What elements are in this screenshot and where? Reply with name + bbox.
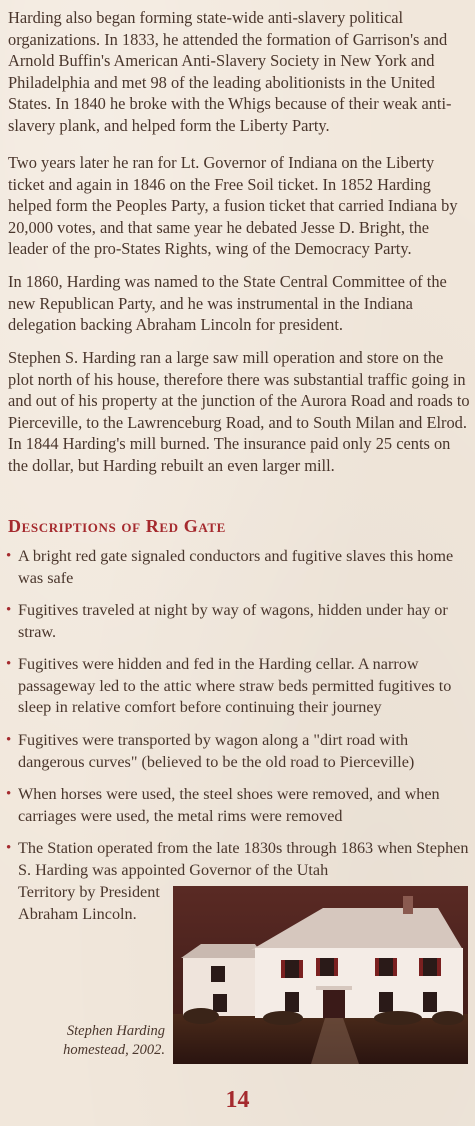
bullet-icon: •	[6, 548, 12, 564]
bullet-text: Fugitives traveled at night by way of wagons, hidden under hay or straw.	[18, 601, 448, 641]
paragraph-political-campaigns: Two years later he ran for Lt. Governor of Indiana on the Liberty ticket and again in 1846 on the Free Soil ticket. In 1852 Harding helped form the Peoples Party, a fusion ticket that carried Indiana by 20,000 votes, and that same year he debated Jesse D. Bright, the leader of the pro-States Rights, wing of the Democracy Party.	[8, 153, 458, 259]
bullet-icon: •	[6, 786, 12, 802]
house-illustration	[173, 886, 468, 1064]
paragraph-republican-party: In 1860, Harding was named to the State Central Committee of the new Republican Party, and he was instrumental in the Indiana delegation backing Abraham Lincoln for president.	[8, 272, 447, 335]
bullet-item	[6, 546, 471, 589]
bullet-icon: •	[6, 840, 12, 856]
section-title: Descriptions of Red Gate	[8, 516, 226, 536]
paragraph-anti-slavery-organizations: Harding also began forming state-wide anti-slavery political organizations. In 1833, he attended the formation of Garrison's and Arnold Buffin's American Anti-Slavery Society in New York and Philadelphia and met 98 of the leading abolitionists in the United States. In 1840 he broke with the Whigs because of their weak anti-slavery plank, and helped form the Liberty Party.	[8, 8, 452, 135]
bullet-text-continuation: Territory by President Abraham Lincoln.	[18, 883, 160, 923]
paragraph-saw-mill: Stephen S. Harding ran a large saw mill operation and store on the plot north of his house, therefore there was substantial traffic going in and out of his property at the junction of the Aurora Road and roads to Pierceville, to the Lawrenceburg Road, and to South Milan and Elrod. In 1844 Harding's mill burned. The insurance paid only 25 cents on the dollar, but Harding rebuilt an even larger mill.	[8, 348, 470, 475]
bullet-icon: •	[6, 602, 12, 618]
photo-caption: Stephen Harding homestead, 2002.	[63, 1023, 165, 1058]
bullet-icon: •	[6, 732, 12, 748]
bullet-text: Fugitives were transported by wagon along a "dirt road with dangerous curves" (believed to be the old road to Pierceville)	[18, 731, 415, 771]
bullet-item	[6, 654, 471, 719]
bullet-item	[6, 600, 471, 643]
homestead-photo	[173, 886, 468, 1064]
bullet-item	[6, 784, 471, 827]
bullet-item	[6, 838, 471, 881]
bullet-text: A bright red gate signaled conductors and fugitive slaves this home was safe	[18, 547, 454, 587]
bullet-text: When horses were used, the steel shoes were removed, and when carriages were used, the metal rims were removed	[18, 785, 440, 825]
bullet-text: Fugitives were hidden and fed in the Harding cellar. A narrow passageway led to the attic where straw beds permitted fugitives to sleep in relative comfort before continuing their journey	[18, 655, 452, 717]
bullet-text: The Station operated from the late 1830s through 1863 when Stephen S. Harding was appointed Governor of the Utah	[18, 839, 469, 879]
bullet-icon: •	[6, 656, 12, 672]
bullet-item	[6, 730, 471, 773]
page-number: 14	[225, 1087, 250, 1113]
